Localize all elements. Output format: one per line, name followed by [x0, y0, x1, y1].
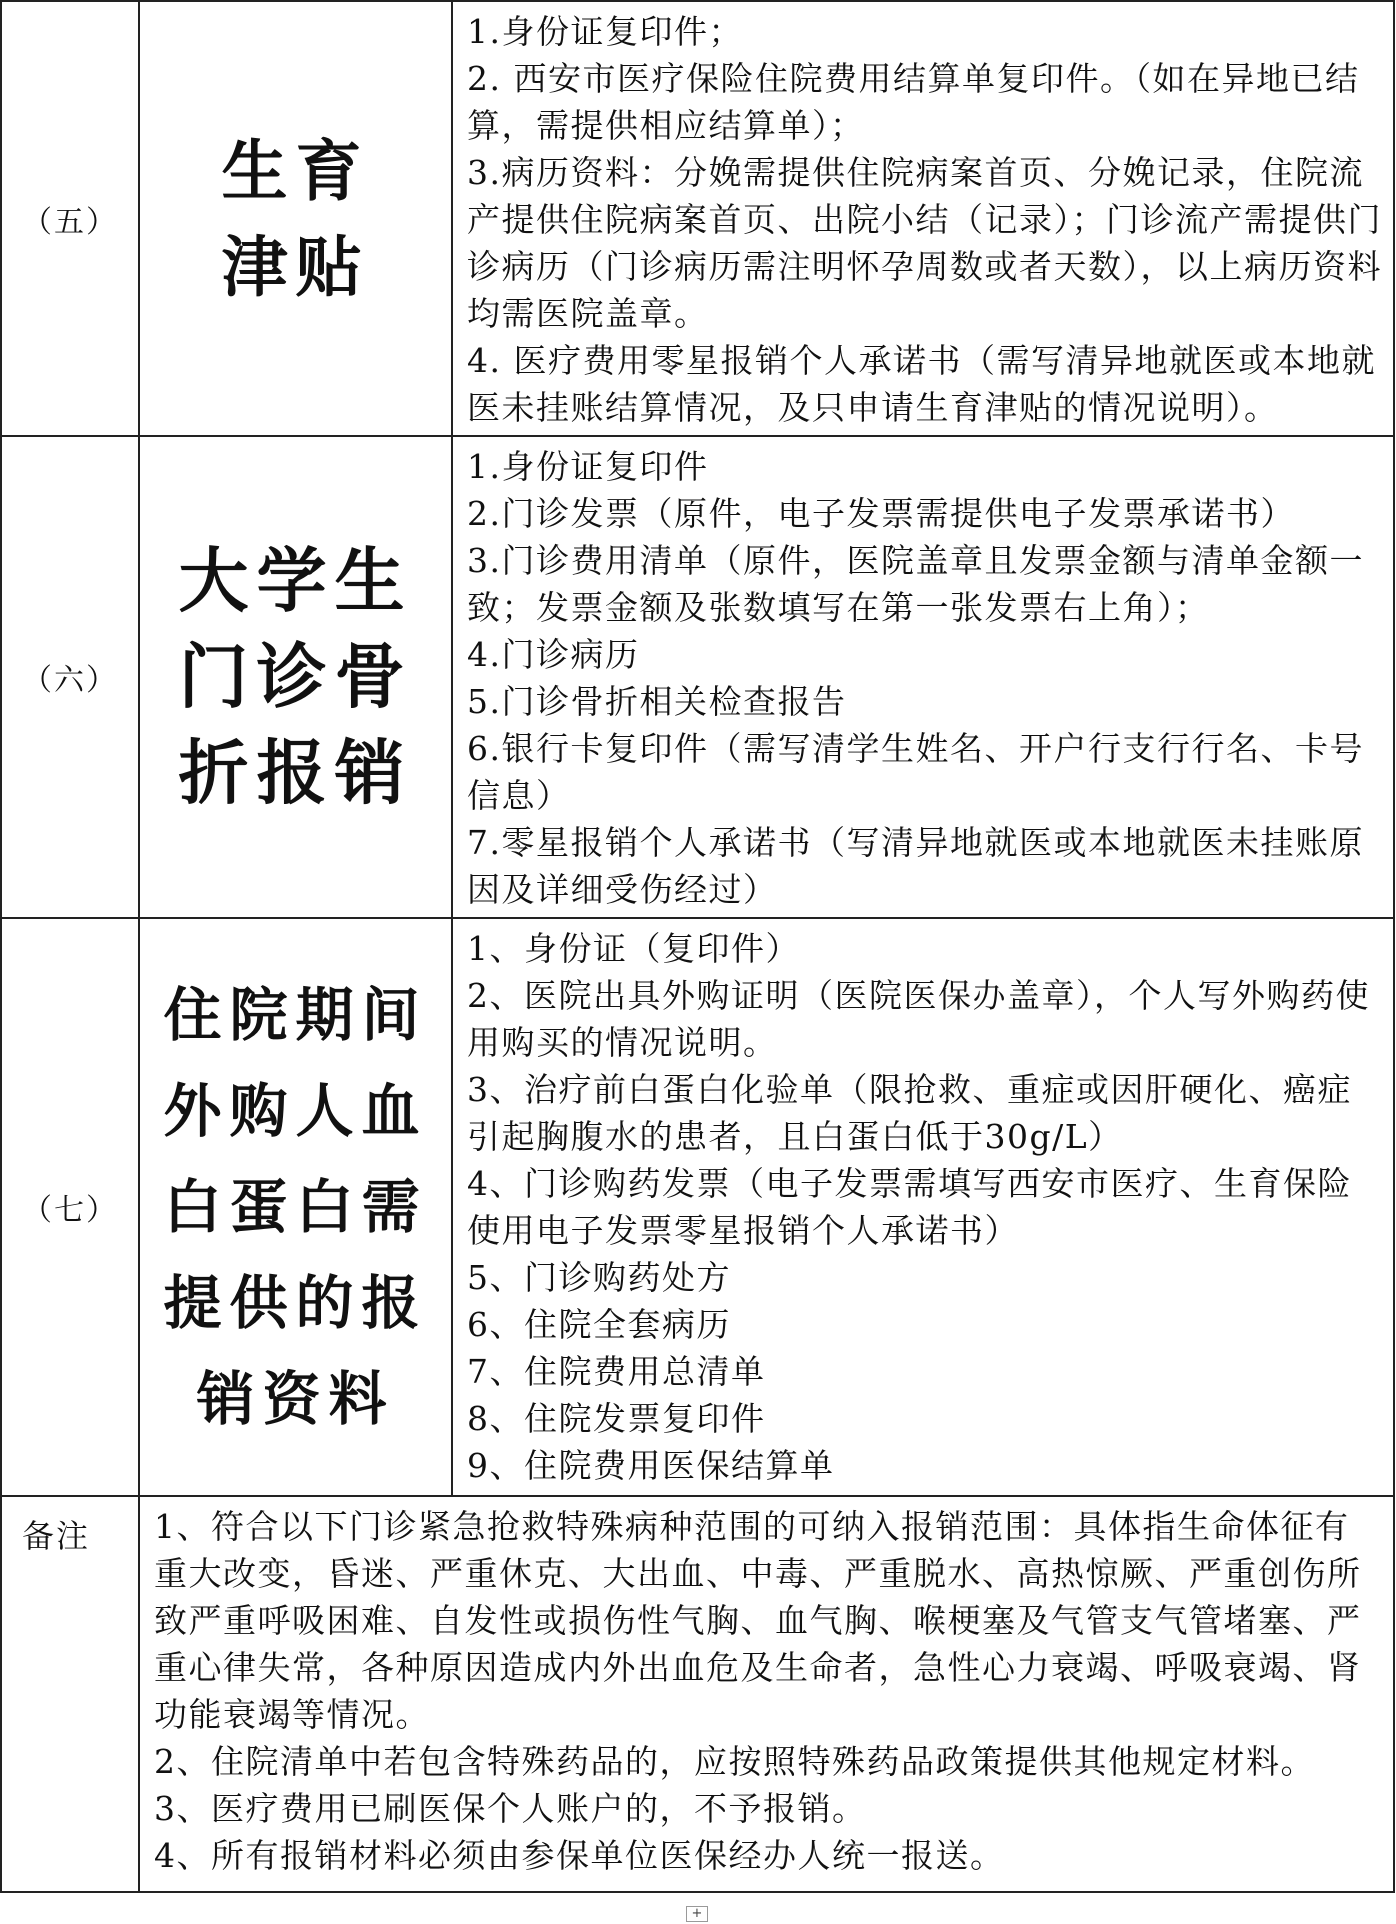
list-item: 7.零星报销个人承诺书（写清异地就医或本地就医未挂账原因及详细受伤经过）: [467, 823, 1364, 909]
list-item: 9、住院费用医保结算单: [467, 1446, 835, 1485]
row-number: （六）: [1, 436, 139, 918]
list-item: 3、医疗费用已刷医保个人账户的，不予报销。: [154, 1789, 867, 1828]
row-title-line: 门诊骨: [178, 635, 413, 718]
list-item: 6、住院全套病历: [467, 1305, 731, 1344]
list-item: 4.门诊病历: [467, 635, 640, 674]
row-number: （五）: [1, 1, 139, 436]
list-item: 3、治疗前白蛋白化验单（限抢救、重症或因肝硬化、癌症引起胸腹水的患者，且白蛋白低于30g/L）: [467, 1070, 1352, 1156]
list-item: 4、所有报销材料必须由参保单位医保经办人统一报送。: [154, 1836, 1005, 1875]
row-title-line: 大学生: [178, 539, 413, 622]
list-item: 1、符合以下门诊紧急抢救特殊病种范围的可纳入报销范围：具体指生命体征有重大改变，昏迷、严重休克、大出血、中毒、严重脱水、高热惊厥、严重创伤所致严重呼吸困难、自发性或损伤性气胸、血气胸、喉梗塞及气管支气管堵塞、严重心律失常，各种原因造成内外出血危及生命者，急性心力衰竭、呼吸衰竭、肾功能衰竭等情况。: [154, 1507, 1362, 1734]
requirement-list: [452, 1, 1394, 436]
list-item: 1、身份证（复印件）: [467, 929, 800, 968]
table-row-remarks: [1, 1496, 1394, 1892]
remarks-list: [139, 1496, 1394, 1892]
row-number: （七）: [1, 918, 139, 1496]
row-title-line: 提供的报: [163, 1269, 428, 1337]
table-row-7: [1, 918, 1394, 1496]
row-title-line: 生育: [221, 131, 370, 210]
row-title: [139, 436, 452, 918]
row-title-line: 津贴: [221, 227, 370, 306]
list-item: 4. 医疗费用零星报销个人承诺书（需写清异地就医或本地就医未挂账结算情况，及只申请生育津贴的情况说明）。: [467, 341, 1376, 427]
list-item: 6.银行卡复印件（需写清学生姓名、开户行支行行名、卡号信息）: [467, 729, 1364, 815]
list-item: 3.门诊费用清单（原件，医院盖章且发票金额与清单金额一致；发票金额及张数填写在第一张发票右上角）；: [467, 541, 1364, 627]
row-title-line: 外购人血: [163, 1077, 428, 1145]
list-item: 1.身份证复印件: [467, 447, 709, 486]
row-title-line: 折报销: [178, 731, 413, 814]
row-title: [139, 918, 452, 1496]
list-item: 2、住院清单中若包含特殊药品的，应按照特殊药品政策提供其他规定材料。: [154, 1742, 1315, 1781]
requirement-list: [452, 918, 1394, 1496]
list-item: 7、住院费用总清单: [467, 1352, 766, 1391]
list-item: 5.门诊骨折相关检查报告: [467, 682, 847, 721]
list-item: 8、住院发票复印件: [467, 1399, 766, 1438]
list-item: 2. 西安市医疗保险住院费用结算单复印件。（如在异地已结算，需提供相应结算单）；: [467, 59, 1360, 145]
list-item: 2.门诊发票（原件，电子发票需提供电子发票承诺书）: [467, 494, 1295, 533]
row-title-line: 销资料: [196, 1365, 395, 1433]
row-title: [139, 1, 452, 436]
row-title-line: 白蛋白需: [163, 1173, 428, 1241]
table-row-5: [1, 1, 1394, 436]
requirement-list: [452, 436, 1394, 918]
list-item: 1.身份证复印件；: [467, 12, 743, 51]
list-item: 2、医院出具外购证明（医院医保办盖章），个人写外购药使用购买的情况说明。: [467, 976, 1370, 1062]
table-row-6: [1, 436, 1394, 918]
list-item: 3.病历资料：分娩需提供住院病案首页、分娩记录，住院流产提供住院病案首页、出院小结（记录）；门诊流产需提供门诊病历（门诊病历需注明怀孕周数或者天数），以上病历资料均需医院盖章。: [467, 153, 1382, 333]
add-row-button[interactable]: +: [686, 1906, 708, 1922]
remarks-label: 备注: [1, 1496, 139, 1892]
list-item: 4、门诊购药发票（电子发票需填写西安市医疗、生育保险使用电子发票零星报销个人承诺书）: [467, 1164, 1352, 1250]
list-item: 5、门诊购药处方: [467, 1258, 731, 1297]
row-title-line: 住院期间: [163, 981, 428, 1049]
